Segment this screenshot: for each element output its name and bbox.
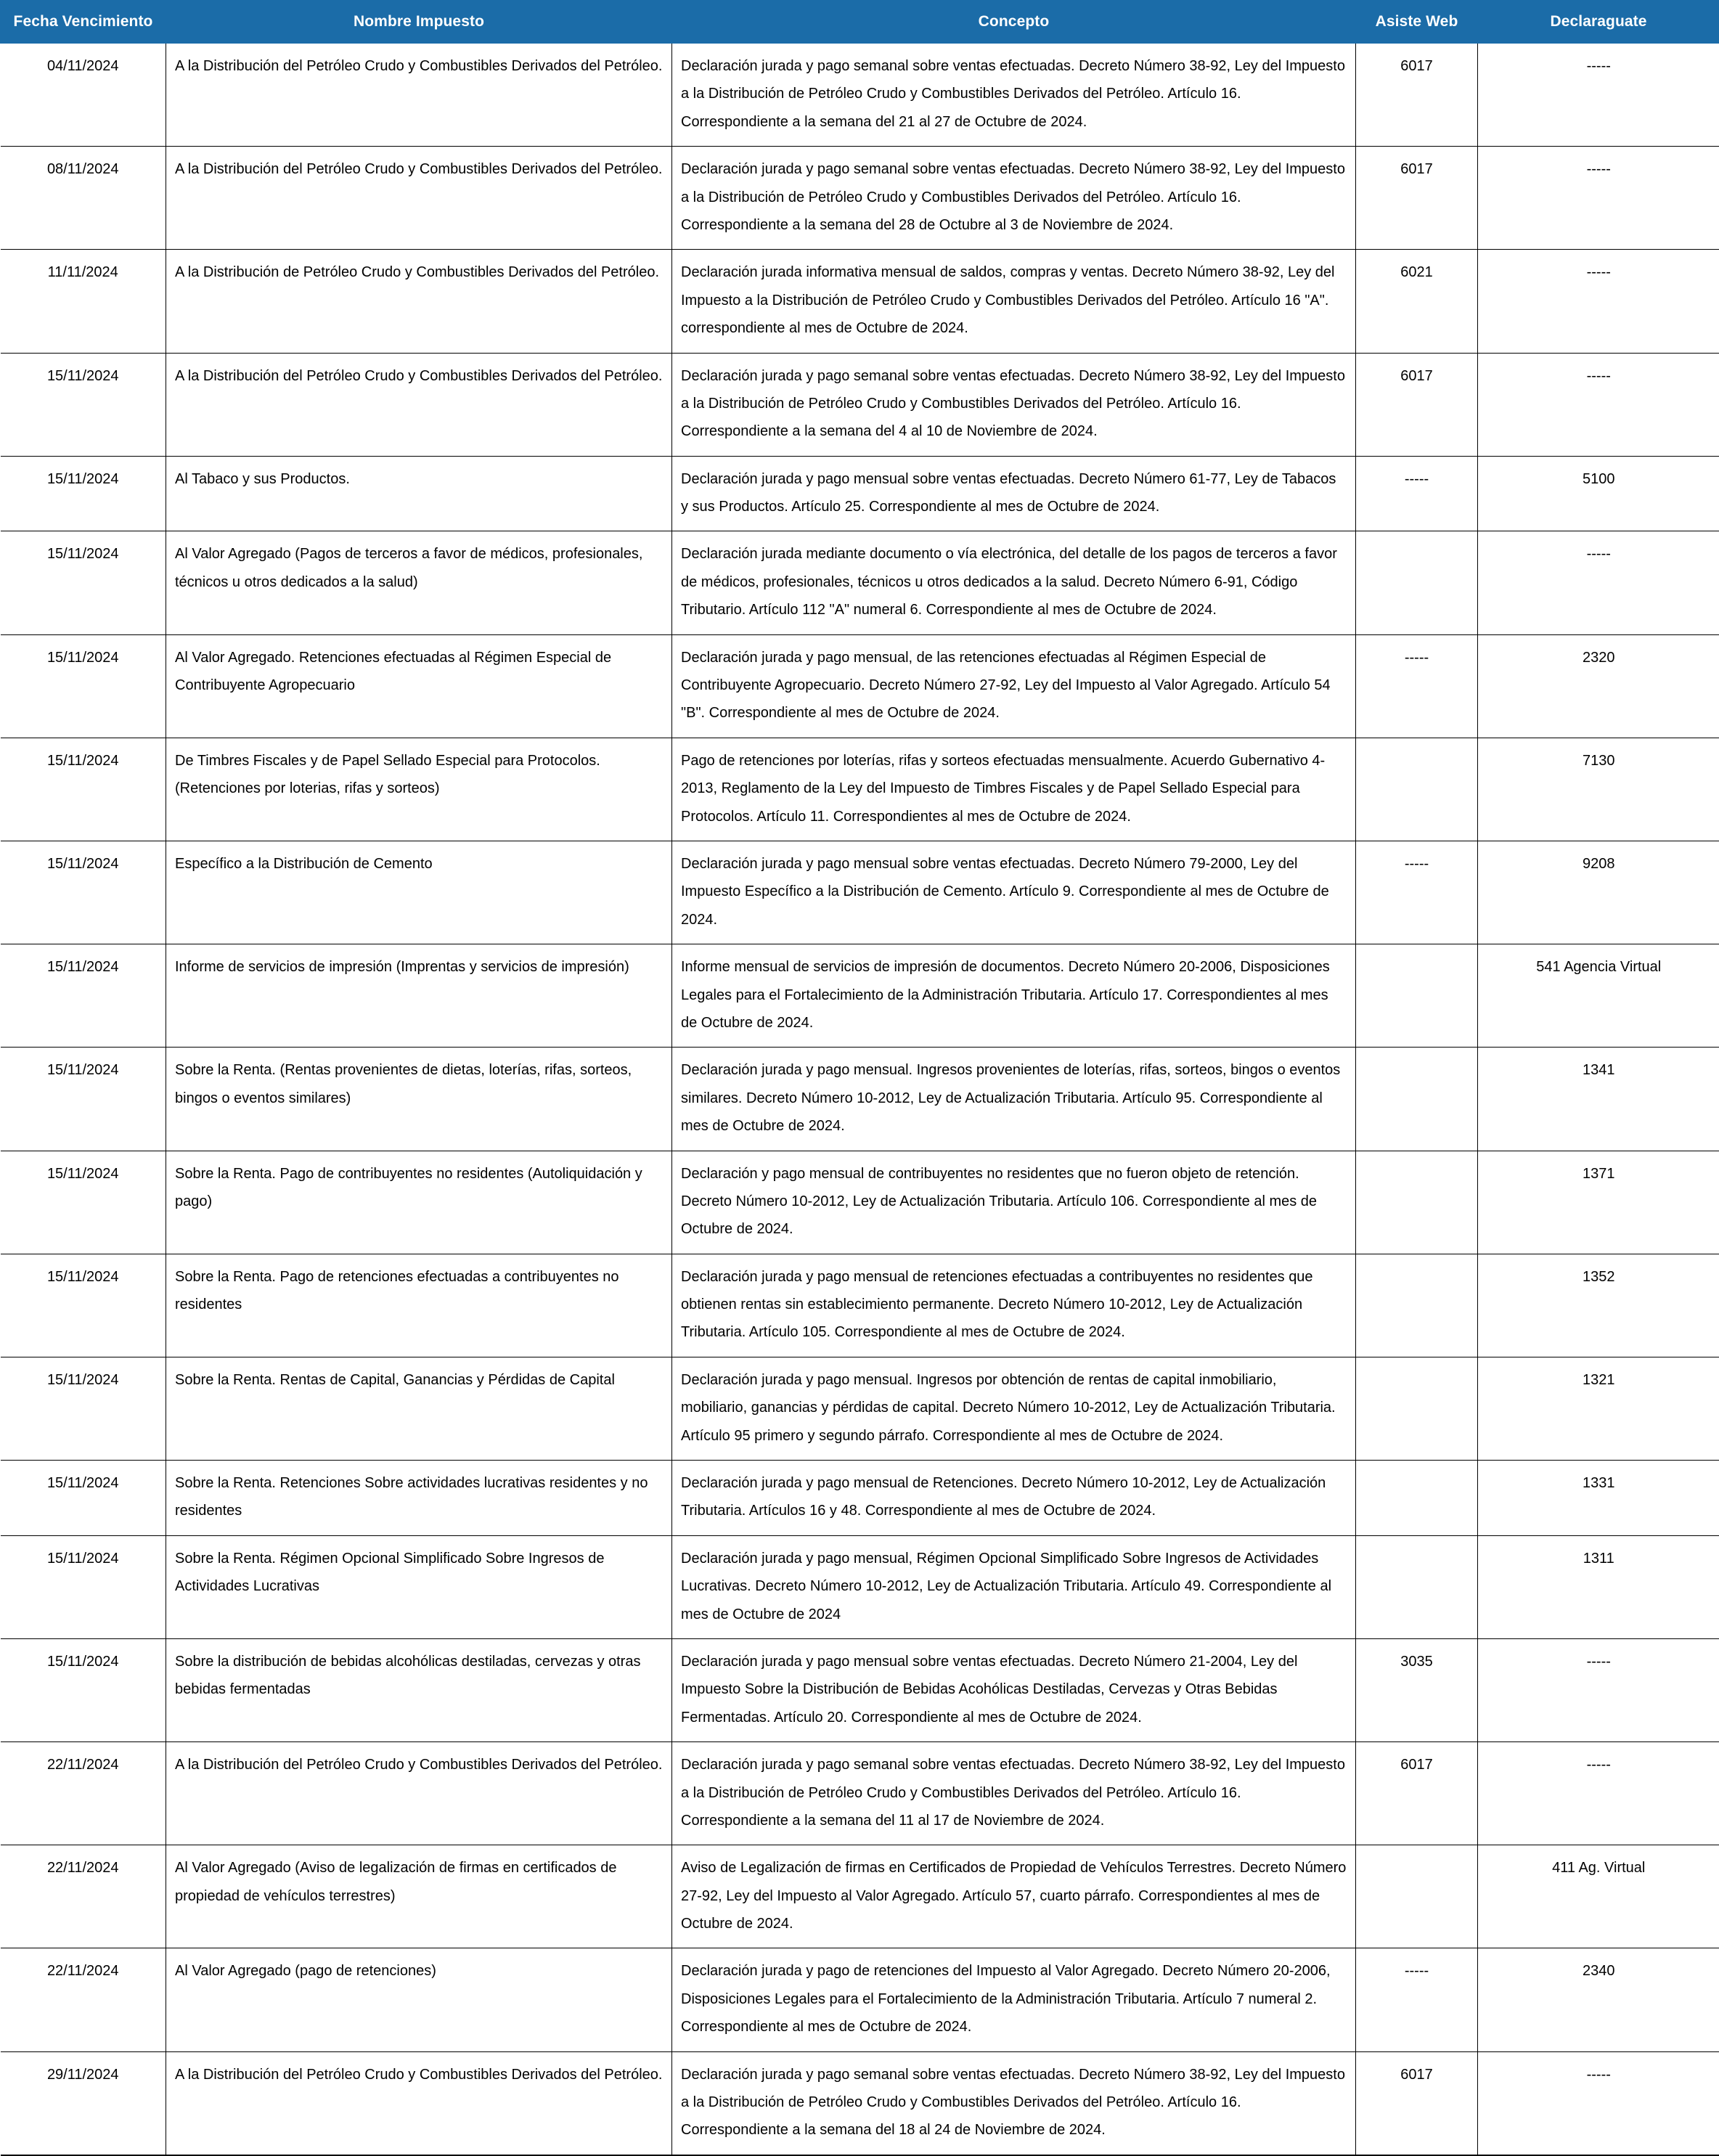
cell-declaraguate: 7130 bbox=[1478, 738, 1719, 841]
table-row bbox=[1, 1151, 1719, 1254]
table-row bbox=[1, 1638, 1719, 1741]
cell-concepto: Declaración jurada y pago mensual. Ingresos provenientes de loterías, rifas, sorteos, bingos o eventos similares. Decreto Número 10-2012, Ley de Actualización Tributaria. Artículo 95. Correspondiente al mes de Octubre de 2024. bbox=[672, 1048, 1356, 1151]
cell-fecha-vencimiento: 15/11/2024 bbox=[1, 353, 166, 456]
cell-fecha-vencimiento: 15/11/2024 bbox=[1, 1535, 166, 1638]
cell-fecha-vencimiento: 22/11/2024 bbox=[1, 1948, 166, 2051]
cell-fecha-vencimiento: 08/11/2024 bbox=[1, 147, 166, 250]
cell-asiste-web: 6017 bbox=[1356, 147, 1478, 250]
cell-nombre-impuesto: Sobre la Renta. (Rentas provenientes de dietas, loterías, rifas, sorteos, bingos o eventos similares) bbox=[166, 1048, 672, 1151]
cell-concepto: Declaración jurada y pago semanal sobre ventas efectuadas. Decreto Número 38-92, Ley del Impuesto a la Distribución de Petróleo Crudo y Combustibles Derivados del Petróleo. Artículo 16. Correspondiente a la semana del 28 de Octubre al 3 de Noviembre de 2024. bbox=[672, 147, 1356, 250]
cell-nombre-impuesto: A la Distribución del Petróleo Crudo y Combustibles Derivados del Petróleo. bbox=[166, 2051, 672, 2155]
cell-fecha-vencimiento: 15/11/2024 bbox=[1, 1254, 166, 1357]
cell-declaraguate: 5100 bbox=[1478, 456, 1719, 531]
cell-asiste-web: ----- bbox=[1356, 841, 1478, 944]
cell-asiste-web bbox=[1356, 1845, 1478, 1948]
cell-asiste-web: 6017 bbox=[1356, 353, 1478, 456]
cell-concepto: Informe mensual de servicios de impresión de documentos. Decreto Número 20-2006, Disposiciones Legales para el Fortalecimiento de la Administración Tributaria. Artículo 17. Correspondientes al mes de Octubre de 2024. bbox=[672, 944, 1356, 1048]
column-header-nombre-impuesto: Nombre Impuesto bbox=[166, 1, 672, 44]
cell-concepto: Declaración jurada y pago mensual, Régimen Opcional Simplificado Sobre Ingresos de Actividades Lucrativas. Decreto Número 10-2012, Ley de Actualización Tributaria. Artículo 49. Correspondiente al mes de Octubre de 2024 bbox=[672, 1535, 1356, 1638]
cell-concepto: Declaración jurada y pago mensual de retenciones efectuadas a contribuyentes no residentes que obtienen rentas sin establecimiento permanente. Decreto Número 10-2012, Ley de Actualización Tributaria. Artículo 105. Correspondiente al mes de Octubre de 2024. bbox=[672, 1254, 1356, 1357]
cell-fecha-vencimiento: 04/11/2024 bbox=[1, 44, 166, 147]
column-header-declaraguate: Declaraguate bbox=[1478, 1, 1719, 44]
table-row bbox=[1, 1254, 1719, 1357]
cell-nombre-impuesto: Específico a la Distribución de Cemento bbox=[166, 841, 672, 944]
cell-nombre-impuesto: A la Distribución del Petróleo Crudo y Combustibles Derivados del Petróleo. bbox=[166, 147, 672, 250]
cell-declaraguate: 1331 bbox=[1478, 1461, 1719, 1536]
cell-fecha-vencimiento: 15/11/2024 bbox=[1, 1638, 166, 1741]
cell-asiste-web bbox=[1356, 1535, 1478, 1638]
cell-fecha-vencimiento: 15/11/2024 bbox=[1, 1461, 166, 1536]
cell-nombre-impuesto: Al Valor Agregado. Retenciones efectuadas al Régimen Especial de Contribuyente Agropecuario bbox=[166, 634, 672, 738]
table-row bbox=[1, 1845, 1719, 1948]
cell-asiste-web bbox=[1356, 1254, 1478, 1357]
cell-asiste-web bbox=[1356, 1357, 1478, 1460]
table-row bbox=[1, 531, 1719, 634]
table-row bbox=[1, 353, 1719, 456]
table-row bbox=[1, 634, 1719, 738]
cell-concepto: Declaración jurada y pago semanal sobre ventas efectuadas. Decreto Número 38-92, Ley del Impuesto a la Distribución de Petróleo Crudo y Combustibles Derivados del Petróleo. Artículo 16. Correspondiente a la semana del 4 al 10 de Noviembre de 2024. bbox=[672, 353, 1356, 456]
cell-declaraguate: 2340 bbox=[1478, 1948, 1719, 2051]
cell-asiste-web: ----- bbox=[1356, 456, 1478, 531]
cell-concepto: Declaración jurada y pago de retenciones del Impuesto al Valor Agregado. Decreto Número 20-2006, Disposiciones Legales para el Fortalecimiento de la Administración Tributaria. Artículo 7 numeral 2. Correspondiente al mes de Octubre de 2024. bbox=[672, 1948, 1356, 2051]
cell-declaraguate: 1352 bbox=[1478, 1254, 1719, 1357]
table-row bbox=[1, 456, 1719, 531]
cell-declaraguate: 541 Agencia Virtual bbox=[1478, 944, 1719, 1048]
table-row bbox=[1, 841, 1719, 944]
cell-asiste-web bbox=[1356, 944, 1478, 1048]
cell-fecha-vencimiento: 15/11/2024 bbox=[1, 634, 166, 738]
table-row bbox=[1, 738, 1719, 841]
table-row bbox=[1, 1948, 1719, 2051]
cell-nombre-impuesto: A la Distribución del Petróleo Crudo y Combustibles Derivados del Petróleo. bbox=[166, 44, 672, 147]
cell-declaraguate: ----- bbox=[1478, 2051, 1719, 2155]
cell-fecha-vencimiento: 22/11/2024 bbox=[1, 1845, 166, 1948]
cell-asiste-web bbox=[1356, 1048, 1478, 1151]
cell-asiste-web: 6017 bbox=[1356, 44, 1478, 147]
table-header-row bbox=[1, 1, 1719, 44]
cell-declaraguate: 2320 bbox=[1478, 634, 1719, 738]
cell-concepto: Declaración jurada y pago mensual sobre ventas efectuadas. Decreto Número 21-2004, Ley del Impuesto Sobre la Distribución de Bebidas Acohólicas Destiladas, Cervezas y Otras Bebidas Fermentadas. Artículo 20. Correspondiente al mes de Octubre de 2024. bbox=[672, 1638, 1356, 1741]
table-row bbox=[1, 1742, 1719, 1845]
cell-fecha-vencimiento: 15/11/2024 bbox=[1, 738, 166, 841]
column-header-fecha-vencimiento: Fecha Vencimiento bbox=[1, 1, 166, 44]
cell-concepto: Declaración jurada y pago semanal sobre ventas efectuadas. Decreto Número 38-92, Ley del Impuesto a la Distribución de Petróleo Crudo y Combustibles Derivados del Petróleo. Artículo 16. Correspondiente a la semana del 18 al 24 de Noviembre de 2024. bbox=[672, 2051, 1356, 2155]
table-row bbox=[1, 1535, 1719, 1638]
cell-nombre-impuesto: Al Valor Agregado (Aviso de legalización de firmas en certificados de propiedad de vehículos terrestres) bbox=[166, 1845, 672, 1948]
cell-nombre-impuesto: A la Distribución de Petróleo Crudo y Combustibles Derivados del Petróleo. bbox=[166, 250, 672, 353]
cell-concepto: Declaración y pago mensual de contribuyentes no residentes que no fueron objeto de retención. Decreto Número 10-2012, Ley de Actualización Tributaria. Artículo 106. Correspondiente al mes de Octubre de 2024. bbox=[672, 1151, 1356, 1254]
cell-concepto: Declaración jurada y pago mensual, de las retenciones efectuadas al Régimen Especial de Contribuyente Agropecuario. Decreto Número 27-92, Ley del Impuesto al Valor Agregado. Artículo 54 "B". Correspondiente al mes de Octubre de 2024. bbox=[672, 634, 1356, 738]
cell-fecha-vencimiento: 15/11/2024 bbox=[1, 531, 166, 634]
table-row bbox=[1, 1461, 1719, 1536]
cell-concepto: Declaración jurada informativa mensual de saldos, compras y ventas. Decreto Número 38-92, Ley del Impuesto a la Distribución de Petróleo Crudo y Combustibles Derivados del Petróleo. Artículo 16 "A". correspondiente al mes de Octubre de 2024. bbox=[672, 250, 1356, 353]
cell-declaraguate: ----- bbox=[1478, 1638, 1719, 1741]
cell-concepto: Declaración jurada y pago mensual. Ingresos por obtención de rentas de capital inmobiliario, mobiliario, ganancias y pérdidas de capital. Decreto Número 10-2012, Ley de Actualización Tributaria. Artículo 95 primero y segundo párrafo. Correspondiente al mes de Octubre de 2024. bbox=[672, 1357, 1356, 1460]
cell-declaraguate: ----- bbox=[1478, 147, 1719, 250]
cell-asiste-web: ----- bbox=[1356, 634, 1478, 738]
cell-declaraguate: ----- bbox=[1478, 44, 1719, 147]
cell-fecha-vencimiento: 15/11/2024 bbox=[1, 841, 166, 944]
cell-asiste-web bbox=[1356, 1461, 1478, 1536]
cell-nombre-impuesto: Informe de servicios de impresión (Imprentas y servicios de impresión) bbox=[166, 944, 672, 1048]
cell-fecha-vencimiento: 29/11/2024 bbox=[1, 2051, 166, 2155]
column-header-asiste-web: Asiste Web bbox=[1356, 1, 1478, 44]
table-row bbox=[1, 147, 1719, 250]
cell-concepto: Declaración jurada mediante documento o vía electrónica, del detalle de los pagos de terceros a favor de médicos, profesionales, técnicos u otros dedicados a la salud. Decreto Número 6-91, Código Tributario. Artículo 112 "A" numeral 6. Correspondiente al mes de Octubre de 2024. bbox=[672, 531, 1356, 634]
cell-declaraguate: 1371 bbox=[1478, 1151, 1719, 1254]
cell-asiste-web bbox=[1356, 1151, 1478, 1254]
table-row bbox=[1, 1048, 1719, 1151]
cell-fecha-vencimiento: 15/11/2024 bbox=[1, 1151, 166, 1254]
cell-fecha-vencimiento: 11/11/2024 bbox=[1, 250, 166, 353]
cell-asiste-web: 6017 bbox=[1356, 1742, 1478, 1845]
cell-nombre-impuesto: A la Distribución del Petróleo Crudo y Combustibles Derivados del Petróleo. bbox=[166, 1742, 672, 1845]
cell-nombre-impuesto: Al Valor Agregado (pago de retenciones) bbox=[166, 1948, 672, 2051]
cell-fecha-vencimiento: 22/11/2024 bbox=[1, 1742, 166, 1845]
cell-nombre-impuesto: A la Distribución del Petróleo Crudo y Combustibles Derivados del Petróleo. bbox=[166, 353, 672, 456]
cell-asiste-web: 6021 bbox=[1356, 250, 1478, 353]
cell-concepto: Declaración jurada y pago semanal sobre ventas efectuadas. Decreto Número 38-92, Ley del Impuesto a la Distribución de Petróleo Crudo y Combustibles Derivados del Petróleo. Artículo 16. Correspondiente a la semana del 11 al 17 de Noviembre de 2024. bbox=[672, 1742, 1356, 1845]
cell-nombre-impuesto: Al Tabaco y sus Productos. bbox=[166, 456, 672, 531]
column-header-concepto: Concepto bbox=[672, 1, 1356, 44]
cell-concepto: Declaración jurada y pago mensual sobre ventas efectuadas. Decreto Número 61-77, Ley de Tabacos y sus Productos. Artículo 25. Correspondiente al mes de Octubre de 2024. bbox=[672, 456, 1356, 531]
table-row bbox=[1, 250, 1719, 353]
cell-nombre-impuesto: Sobre la Renta. Pago de retenciones efectuadas a contribuyentes no residentes bbox=[166, 1254, 672, 1357]
table-row bbox=[1, 44, 1719, 147]
cell-asiste-web: 3035 bbox=[1356, 1638, 1478, 1741]
table-header bbox=[1, 1, 1719, 44]
cell-nombre-impuesto: Sobre la Renta. Pago de contribuyentes no residentes (Autoliquidación y pago) bbox=[166, 1151, 672, 1254]
cell-nombre-impuesto: De Timbres Fiscales y de Papel Sellado Especial para Protocolos. (Retenciones por loterias, rifas y sorteos) bbox=[166, 738, 672, 841]
cell-declaraguate: ----- bbox=[1478, 531, 1719, 634]
cell-declaraguate: 1341 bbox=[1478, 1048, 1719, 1151]
cell-asiste-web: 6017 bbox=[1356, 2051, 1478, 2155]
cell-nombre-impuesto: Sobre la Renta. Rentas de Capital, Ganancias y Pérdidas de Capital bbox=[166, 1357, 672, 1460]
cell-fecha-vencimiento: 15/11/2024 bbox=[1, 456, 166, 531]
cell-asiste-web: ----- bbox=[1356, 1948, 1478, 2051]
cell-nombre-impuesto: Sobre la Renta. Régimen Opcional Simplificado Sobre Ingresos de Actividades Lucrativas bbox=[166, 1535, 672, 1638]
cell-concepto: Declaración jurada y pago semanal sobre ventas efectuadas. Decreto Número 38-92, Ley del Impuesto a la Distribución de Petróleo Crudo y Combustibles Derivados del Petróleo. Artículo 16. Correspondiente a la semana del 21 al 27 de Octubre de 2024. bbox=[672, 44, 1356, 147]
cell-declaraguate: 9208 bbox=[1478, 841, 1719, 944]
cell-concepto: Aviso de Legalización de firmas en Certificados de Propiedad de Vehículos Terrestres. Decreto Número 27-92, Ley del Impuesto al Valor Agregado. Artículo 57, cuarto párrafo. Correspondientes al mes de Octubre de 2024. bbox=[672, 1845, 1356, 1948]
table-row bbox=[1, 1357, 1719, 1460]
table-row bbox=[1, 944, 1719, 1048]
table-body bbox=[1, 44, 1719, 2155]
cell-nombre-impuesto: Sobre la Renta. Retenciones Sobre actividades lucrativas residentes y no residentes bbox=[166, 1461, 672, 1536]
table-row bbox=[1, 2051, 1719, 2155]
cell-fecha-vencimiento: 15/11/2024 bbox=[1, 1048, 166, 1151]
cell-declaraguate: 1311 bbox=[1478, 1535, 1719, 1638]
cell-concepto: Declaración jurada y pago mensual sobre ventas efectuadas. Decreto Número 79-2000, Ley del Impuesto Específico a la Distribución de Cemento. Artículo 9. Correspondiente al mes de Octubre de 2024. bbox=[672, 841, 1356, 944]
cell-concepto: Declaración jurada y pago mensual de Retenciones. Decreto Número 10-2012, Ley de Actualización Tributaria. Artículos 16 y 48. Correspondiente al mes de Octubre de 2024. bbox=[672, 1461, 1356, 1536]
cell-declaraguate: ----- bbox=[1478, 353, 1719, 456]
cell-fecha-vencimiento: 15/11/2024 bbox=[1, 1357, 166, 1460]
cell-asiste-web bbox=[1356, 738, 1478, 841]
cell-nombre-impuesto: Sobre la distribución de bebidas alcohólicas destiladas, cervezas y otras bebidas fermentadas bbox=[166, 1638, 672, 1741]
cell-declaraguate: ----- bbox=[1478, 250, 1719, 353]
cell-fecha-vencimiento: 15/11/2024 bbox=[1, 944, 166, 1048]
cell-asiste-web bbox=[1356, 531, 1478, 634]
cell-declaraguate: ----- bbox=[1478, 1742, 1719, 1845]
cell-concepto: Pago de retenciones por loterías, rifas y sorteos efectuadas mensualmente. Acuerdo Gubernativo 4-2013, Reglamento de la Ley del Impuesto de Timbres Fiscales y de Papel Sellado Especial para Protocolos. Artículo 11. Correspondientes al mes de Octubre de 2024. bbox=[672, 738, 1356, 841]
cell-nombre-impuesto: Al Valor Agregado (Pagos de terceros a favor de médicos, profesionales, técnicos u otros dedicados a la salud) bbox=[166, 531, 672, 634]
cell-declaraguate: 1321 bbox=[1478, 1357, 1719, 1460]
cell-declaraguate: 411 Ag. Virtual bbox=[1478, 1845, 1719, 1948]
